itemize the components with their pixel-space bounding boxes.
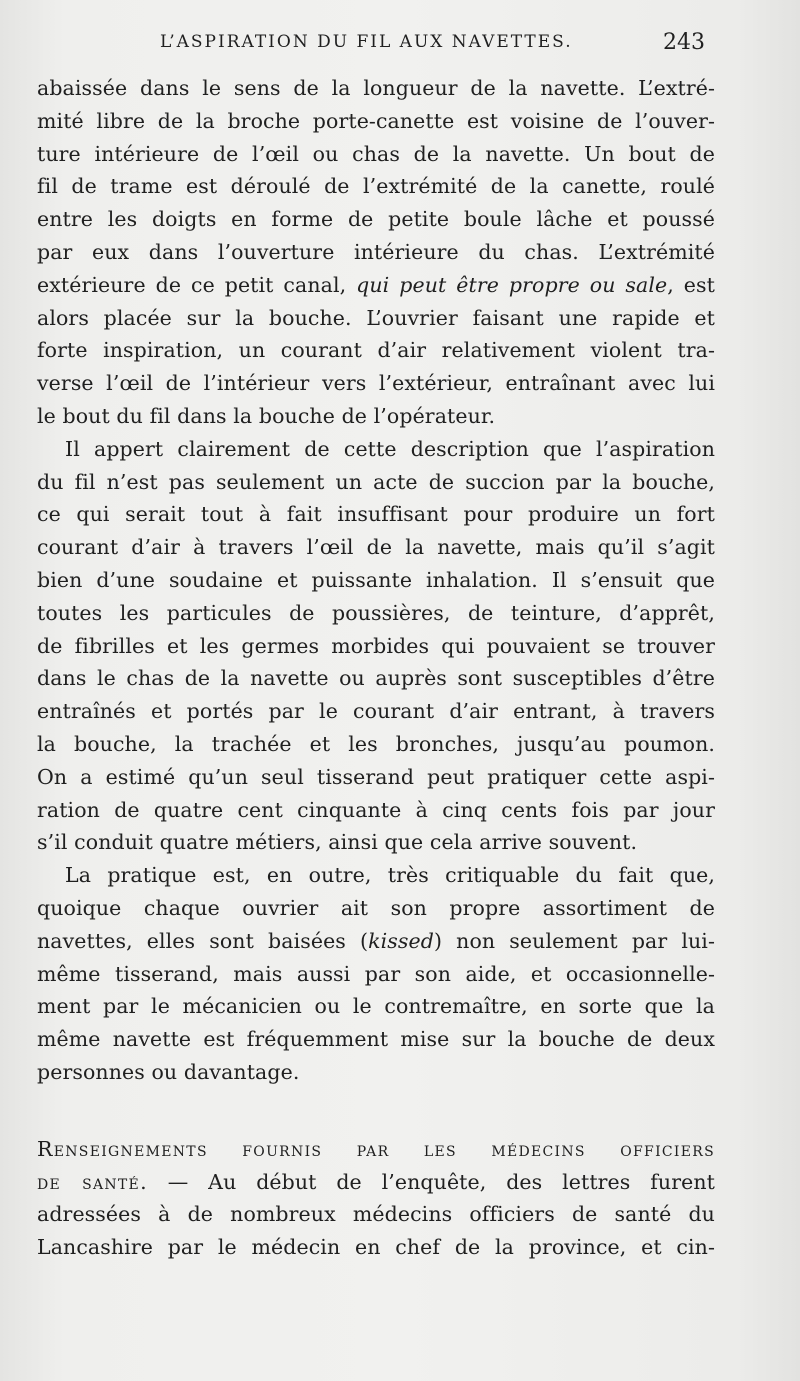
text-line: toutes les particules de poussières, de teinture, d’apprêt, <box>37 600 715 625</box>
text-line: personnes ou davantage. <box>37 1059 300 1084</box>
page-number: 243 <box>663 30 705 55</box>
text-line: la bouche, la trachée et les bronches, jusqu’au poumon. <box>37 731 715 756</box>
text-line: abaissée dans le sens de la longueur de la navette. L’extré- <box>37 76 715 100</box>
text-line: ture intérieure de l’œil ou chas de la navette. Un bout de <box>37 141 715 166</box>
text-line: adressées à de nombreux médecins officiers de santé du <box>37 1202 715 1227</box>
paragraph-2 <box>37 433 715 859</box>
text-run: — Au début de l’enquête, des lettres furent <box>147 1169 716 1194</box>
page-header <box>0 32 800 62</box>
text-line: entre les doigts en forme de petite boule lâche et poussé <box>37 207 715 232</box>
text-line: dans le chas de la navette ou auprès sont susceptibles d’être <box>37 666 715 691</box>
text-line: par eux dans l’ouverture intérieure du chas. L’extrémité <box>37 239 715 264</box>
paragraph-3 <box>37 859 715 1089</box>
text-line: du fil n’est pas seulement un acte de succion par la bouche, <box>37 469 715 494</box>
italic-phrase: qui peut être propre ou sale <box>356 272 668 297</box>
text-line: ce qui serait tout à fait insuffisant pour produire un fort <box>37 502 715 527</box>
text-line: Lancashire par le médecin en chef de la province, et cin- <box>37 1235 715 1260</box>
text-run: navettes, elles sont baisées ( <box>37 928 369 953</box>
text-run: ) non seulement par lui- <box>433 928 715 953</box>
text-line: Il appert clairement de cette description que l’aspiration <box>65 436 715 461</box>
text-line: quoique chaque ouvrier ait son propre assortiment de <box>37 895 715 920</box>
text-line: alors placée sur la bouche. L’ouvrier faisant une rapide et <box>37 305 715 330</box>
text-line: même tisserand, mais aussi par son aide, et occasionnelle- <box>37 961 715 986</box>
body-text <box>37 72 715 1264</box>
italic-word: kissed <box>368 928 434 953</box>
text-line: La pratique est, en outre, très critiquable du fait que, <box>65 863 715 888</box>
section-heading-end: de santé. <box>37 1169 148 1194</box>
text-line: forte inspiration, un courant d’air relativement violent tra- <box>37 338 715 363</box>
section-renseignements <box>37 1133 715 1264</box>
running-title: L’ASPIRATION DU FIL AUX NAVETTES. <box>160 32 573 52</box>
section-spacer <box>37 1089 715 1133</box>
text-line: de fibrilles et les germes morbides qui pouvaient se trouver <box>37 633 715 658</box>
text-line: s’il conduit quatre métiers, ainsi que cela arrive souvent. <box>37 830 638 855</box>
text-line: bien d’une soudaine et puissante inhalation. Il s’ensuit que <box>37 567 715 592</box>
text-line: fil de trame est déroulé de l’extrémité de la canette, roulé <box>37 174 715 199</box>
text-run: , est <box>667 272 715 297</box>
text-line: entraînés et portés par le courant d’air entrant, à travers <box>37 699 715 724</box>
text-line: le bout du fil dans la bouche de l’opérateur. <box>37 403 496 428</box>
text-line <box>37 925 715 958</box>
text-line: On a estimé qu’un seul tisserand peut pratiquer cette aspi- <box>37 764 715 789</box>
text-line: ration de quatre cent cinquante à cinq cents fois par jour <box>37 797 715 822</box>
text-line: verse l’œil de l’intérieur vers l’extérieur, entraînant avec lui <box>37 371 715 396</box>
text-line <box>37 269 715 302</box>
paragraph-1 <box>37 72 715 433</box>
text-run: extérieure de ce petit canal, <box>37 272 357 297</box>
section-heading: Renseignements fournis par les médecins officiers <box>37 1136 715 1161</box>
text-line <box>37 1166 715 1199</box>
text-line: même navette est fréquemment mise sur la bouche de deux <box>37 1027 715 1052</box>
text-line: courant d’air à travers l’œil de la navette, mais qu’il s’agit <box>37 535 715 560</box>
text-line: ment par le mécanicien ou le contremaître, en sorte que la <box>37 994 715 1019</box>
text-line: mité libre de la broche porte-canette est voisine de l’ouver- <box>37 108 715 133</box>
